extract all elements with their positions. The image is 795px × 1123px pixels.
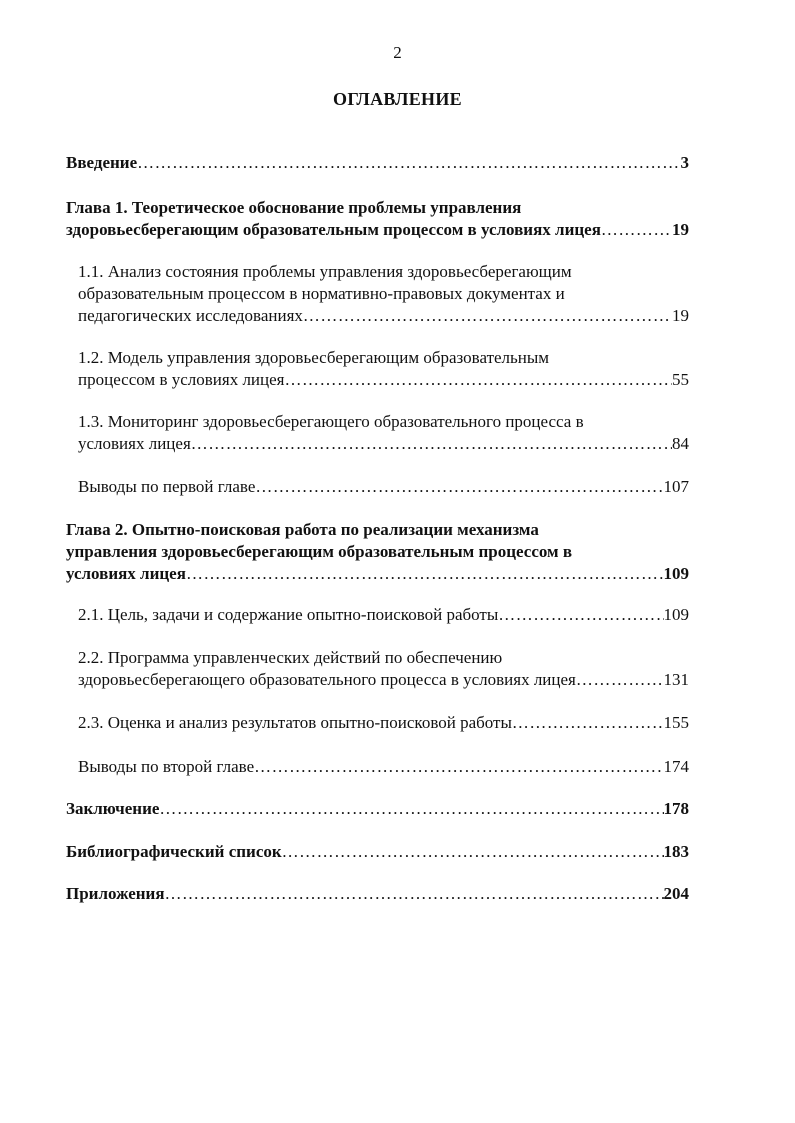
- toc-page-number: 109: [663, 605, 689, 624]
- dot-leader: [159, 798, 663, 820]
- toc-entry-title: Приложения: [66, 884, 165, 903]
- toc-entry-title-line: управления здоровьесберегающим образовательным процессом в: [66, 542, 573, 561]
- toc-page-number: 109: [663, 564, 689, 583]
- toc-page-number: 107: [663, 477, 689, 496]
- dot-leader: [512, 712, 664, 734]
- dot-leader: [303, 305, 672, 327]
- toc-page-number: 174: [663, 757, 689, 776]
- toc-entry-title: Выводы по первой главе: [78, 477, 256, 496]
- toc-page-number: 3: [680, 153, 689, 172]
- dot-leader: [576, 669, 664, 691]
- toc-entry-section-2-3[interactable]: [78, 712, 689, 734]
- toc-entry-title: Библиографический список: [66, 842, 282, 861]
- toc-entry-title: здоровьесберегающего образовательного процесса в условиях лицея: [78, 670, 576, 689]
- dot-leader: [284, 369, 672, 391]
- toc-entry-title-line: 1.1. Анализ состояния проблемы управления здоровьесберегающим: [78, 262, 572, 281]
- toc-entry-section-1-3[interactable]: [78, 411, 689, 455]
- dot-leader: [191, 433, 672, 455]
- toc-page-number: 84: [672, 434, 689, 453]
- page-number: 2: [393, 43, 402, 62]
- toc-entry-bibliography[interactable]: [66, 841, 689, 863]
- dot-leader: [282, 841, 664, 863]
- toc-entry-conclusions-chapter-2[interactable]: [78, 756, 689, 778]
- dot-leader: [186, 563, 664, 585]
- toc-entry-title-line: 1.2. Модель управления здоровьесберегающим образовательным: [78, 348, 550, 367]
- toc-entry-conclusion[interactable]: [66, 798, 689, 820]
- toc-entry-introduction[interactable]: [66, 152, 689, 174]
- toc-entry-chapter-2[interactable]: [66, 519, 689, 585]
- dot-leader: [498, 604, 663, 626]
- toc-entry-title: Заключение: [66, 799, 160, 818]
- toc-entry-title-line: Глава 2. Опытно-поисковая работа по реализации механизма: [66, 520, 539, 539]
- toc-page-number: 155: [663, 713, 689, 732]
- toc-entry-title: 2.1. Цель, задачи и содержание опытно-поисковой работы: [78, 605, 499, 624]
- toc-entry-title: условиях лицея: [78, 434, 191, 453]
- toc-entry-title-line: 1.3. Мониторинг здоровьесберегающего образовательного процесса в: [78, 412, 584, 431]
- toc-entry-section-1-1[interactable]: [78, 261, 689, 327]
- toc-entry-title: процессом в условиях лицея: [78, 370, 285, 389]
- dot-leader: [254, 756, 663, 778]
- page-title: ОГЛАВЛЕНИЕ: [333, 89, 462, 109]
- toc-entry-section-2-2[interactable]: [78, 647, 689, 691]
- toc-entry-title: условиях лицея: [66, 564, 186, 583]
- dot-leader: [165, 883, 664, 905]
- toc-page-number: 55: [672, 370, 689, 389]
- toc-page-number: 131: [663, 670, 689, 689]
- toc-entry-title: здоровьесберегающим образовательным процессом в условиях лицея: [66, 220, 601, 239]
- toc-entry-title-line: Глава 1. Теоретическое обоснование проблемы управления: [66, 198, 522, 217]
- toc-entry-appendices[interactable]: [66, 883, 689, 905]
- toc-entry-title: Введение: [66, 153, 138, 172]
- toc-entry-title-line: 2.2. Программа управленческих действий по обеспечению: [78, 648, 503, 667]
- toc-entry-title: 2.3. Оценка и анализ результатов опытно-поисковой работы: [78, 713, 512, 732]
- toc-page-number: 204: [663, 884, 689, 903]
- toc-entry-section-2-1[interactable]: [78, 604, 689, 626]
- dot-leader: [255, 476, 663, 498]
- toc-page-number: 19: [672, 306, 689, 325]
- dot-leader: [601, 219, 672, 241]
- toc-entry-title-line: образовательным процессом в нормативно-правовых документах и: [78, 284, 565, 303]
- toc-page-number: 183: [663, 842, 689, 861]
- toc-page-number: 19: [672, 220, 689, 239]
- toc-page-number: 178: [663, 799, 689, 818]
- table-of-contents: [66, 0, 689, 1123]
- toc-entry-title: Выводы по второй главе: [78, 757, 255, 776]
- toc-entry-section-1-2[interactable]: [78, 347, 689, 391]
- toc-entry-conclusions-chapter-1[interactable]: [78, 476, 689, 498]
- toc-entry-title: педагогических исследованиях: [78, 306, 303, 325]
- toc-entry-chapter-1[interactable]: [66, 197, 689, 241]
- dot-leader: [137, 152, 680, 174]
